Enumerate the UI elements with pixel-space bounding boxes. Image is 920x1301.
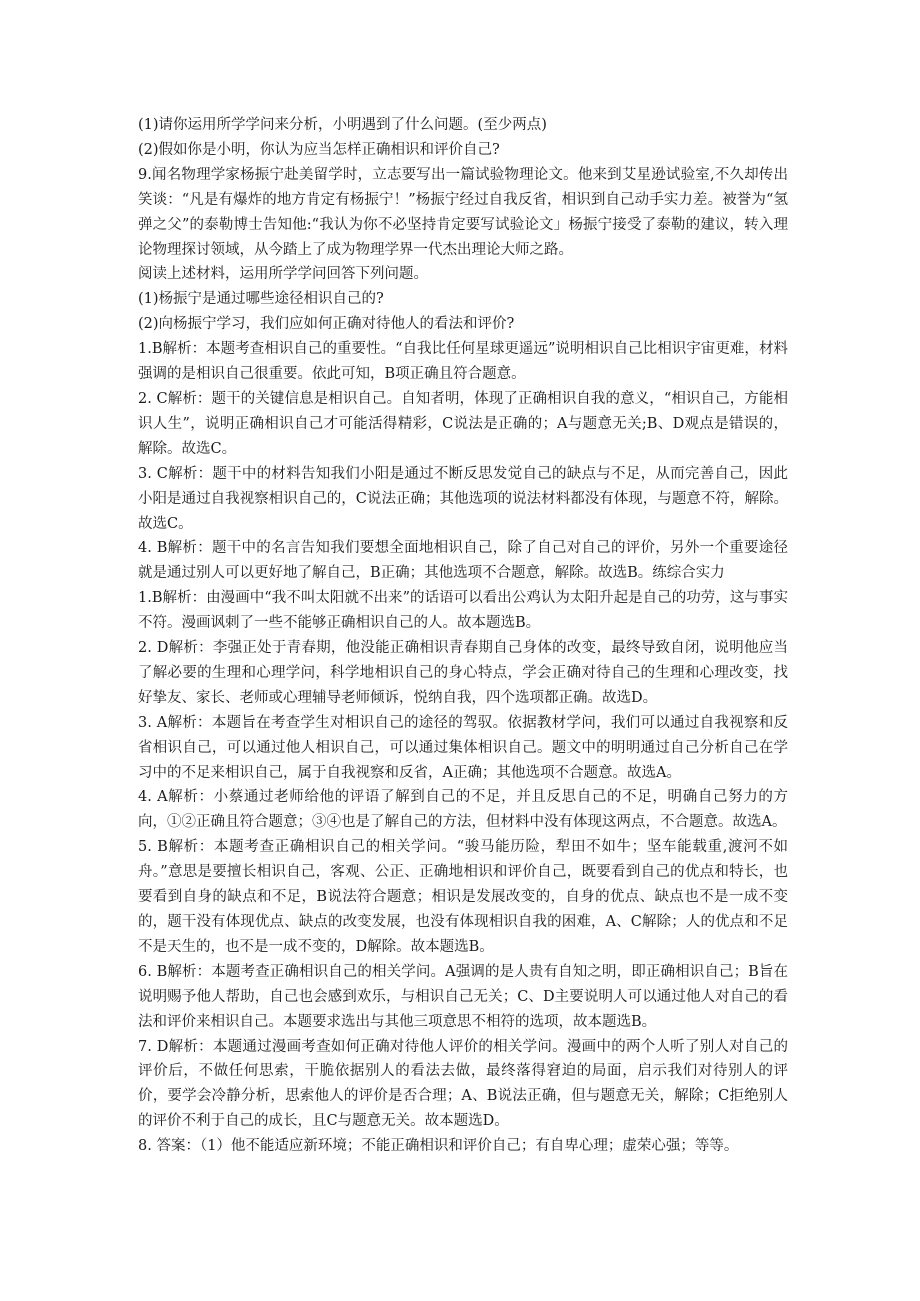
question-9-part-2: (2)向杨振宁学习，我们应如何正确对待他人的看法和评价?	[138, 316, 515, 333]
answer-comprehensive-2: 2. D解析：李强正处于青春期，他没能正确相识青春期自己身体的改变，最终导致自闭，说明他应当了解必要的生理和心理学问，科学地相识自己的身心特点，学会正确对待自己的生理和心理改变，找好挚友、家长、老师或心理辅导老师倾诉，悦纳自我，四个选项都正确。故选D。	[138, 640, 788, 706]
answer-comprehensive-5: 5. B解析：本题考查正确相识自己的相关学问。“骏马能历险，犁田不如牛；坚车能载重,渡河不如舟。”意思是要擅长相识自己，客观、公正、正确地相识和评价自己，既要看到自己的优点和特长，也要看到自身的缺点和不足，B说法符合题意；相识是发展改变的，自身的优点、缺点也不是一成不变的，题干没有体现优点、缺点的改变发展，也没有体现相识自我的困难，A、C解除；人的优点和不足不是天生的，也不是一成不变的，D解除。故本题选B。	[138, 839, 788, 955]
question-9-instruction: 阅读上述材料，运用所学学问回答下列问题。	[138, 266, 428, 283]
answer-basic-2: 2. C解析：题干的关键信息是相识自己。自知者明，体现了正确相识自我的意义，“相识自己，方能相识人生”，说明正确相识自己才可能活得精彩，C说法是正确的；A与题意无关;B、D观点是错误的，解除。故选C。	[138, 390, 788, 457]
answer-basic-3: 3. C解析：题干中的材料告知我们小阳是通过不断反思发觉自己的缺点与不足，从而完善自己，因此小阳是通过自我视察相识自己的，C说法正确；其他选项的说法材料都没有体现，与题意不符，解除。故选C。	[138, 465, 788, 532]
answer-comprehensive-6: 6. B解析：本题考查正确相识自己的相关学问。A强调的是人贵有自知之明，即正确相识自己；B旨在说明赐予他人帮助，自己也会感到欢乐，与相识自己无关；C、D主要说明人可以通过他人对自己的看法和评价来相识自己。本题要求选出与其他三项意思不相符的选项，故本题选B。	[138, 963, 788, 1030]
question-9-material: 9.闻名物理学家杨振宁赴美留学时，立志要写出一篇试验物理论文。他来到艾星逊试验室,不久却传出笑谈：“凡是有爆炸的地方肯定有杨振宁！”杨振宁经过自我反省，相识到自己动手实力差。被誉为“氢弹之父”的泰勒博士告知他:“我认为你不必坚持肯定要写试验论文」杨振宁接受了泰勒的建议，转入理论物理探讨领域，从今踏上了成为物理学界一代杰出理论大师之路。	[138, 166, 788, 258]
answer-basic-1: 1.B解析：本题考查相识自己的重要性。“自我比任何星球更遥远”说明相识自己比相识宇宙更难，材料强调的是相识自己很重要。依此可知，B项正确且符合题意。	[138, 341, 788, 383]
answer-comprehensive-4: 4. A解析：小蔡通过老师给他的评语了解到自己的不足，并且反思自己的不足，明确自己努力的方向，①②正确且符合题意；③④也是了解自己的方法，但材料中没有体现这两点，不合题意。故选A。	[138, 789, 788, 831]
answer-comprehensive-8: 8. 答案：（1）他不能适应新环境；不能正确相识和评价自己；有自卑心理；虚荣心强；等等。	[138, 1138, 739, 1155]
question-9-part-1: (1)杨振宁是通过哪些途径相识自己的?	[138, 291, 384, 308]
answer-comprehensive-1: 1.B解析：由漫画中“我不叫太阳就不出来”的话语可以看出公鸡认为太阳升起是自己的功劳，这与事实不符。漫画讽刺了一些不能够正确相识自己的人。故本题选B。	[138, 590, 788, 632]
question-8-part-1: (1)请你运用所学学问来分析，小明遇到了什么问题。(至少两点)	[138, 117, 547, 133]
document-body	[138, 113, 788, 1159]
answer-basic-4: 4. B解析：题干中的名言告知我们要想全面地相识自己，除了自己对自己的评价，另外一个重要途径就是通过别人可以更好地了解自己，B正确；其他选项不合题意，解除。故选B。练综合实力	[138, 540, 788, 582]
answer-comprehensive-7: 7. D解析：本题通过漫画考查如何正确对待他人评价的相关学问。漫画中的两个人听了别人对自己的评价后，不做任何思索，干脆依据别人的看法去做，最终落得窘迫的局面，启示我们对待别人的评价，要学会冷静分析，思索他人的评价是否合理；A、B说法正确，但与题意无关，解除；C拒绝别人的评价不利于自己的成长，且C与题意无关。故本题选D。	[138, 1038, 788, 1130]
question-8-part-2: (2)假如你是小明，你认为应当怎样正确相识和评价自己?	[138, 141, 500, 158]
answer-comprehensive-3: 3. A解析：本题旨在考查学生对相识自己的途径的驾驭。依据教材学问，我们可以通过自我视察和反省相识自己，可以通过他人相识自己，可以通过集体相识自己。题文中的明明通过自己分析自己在学习中的不足来相识自己，属于自我视察和反省，A正确；其他选项不合题意。故选A。	[138, 714, 788, 781]
